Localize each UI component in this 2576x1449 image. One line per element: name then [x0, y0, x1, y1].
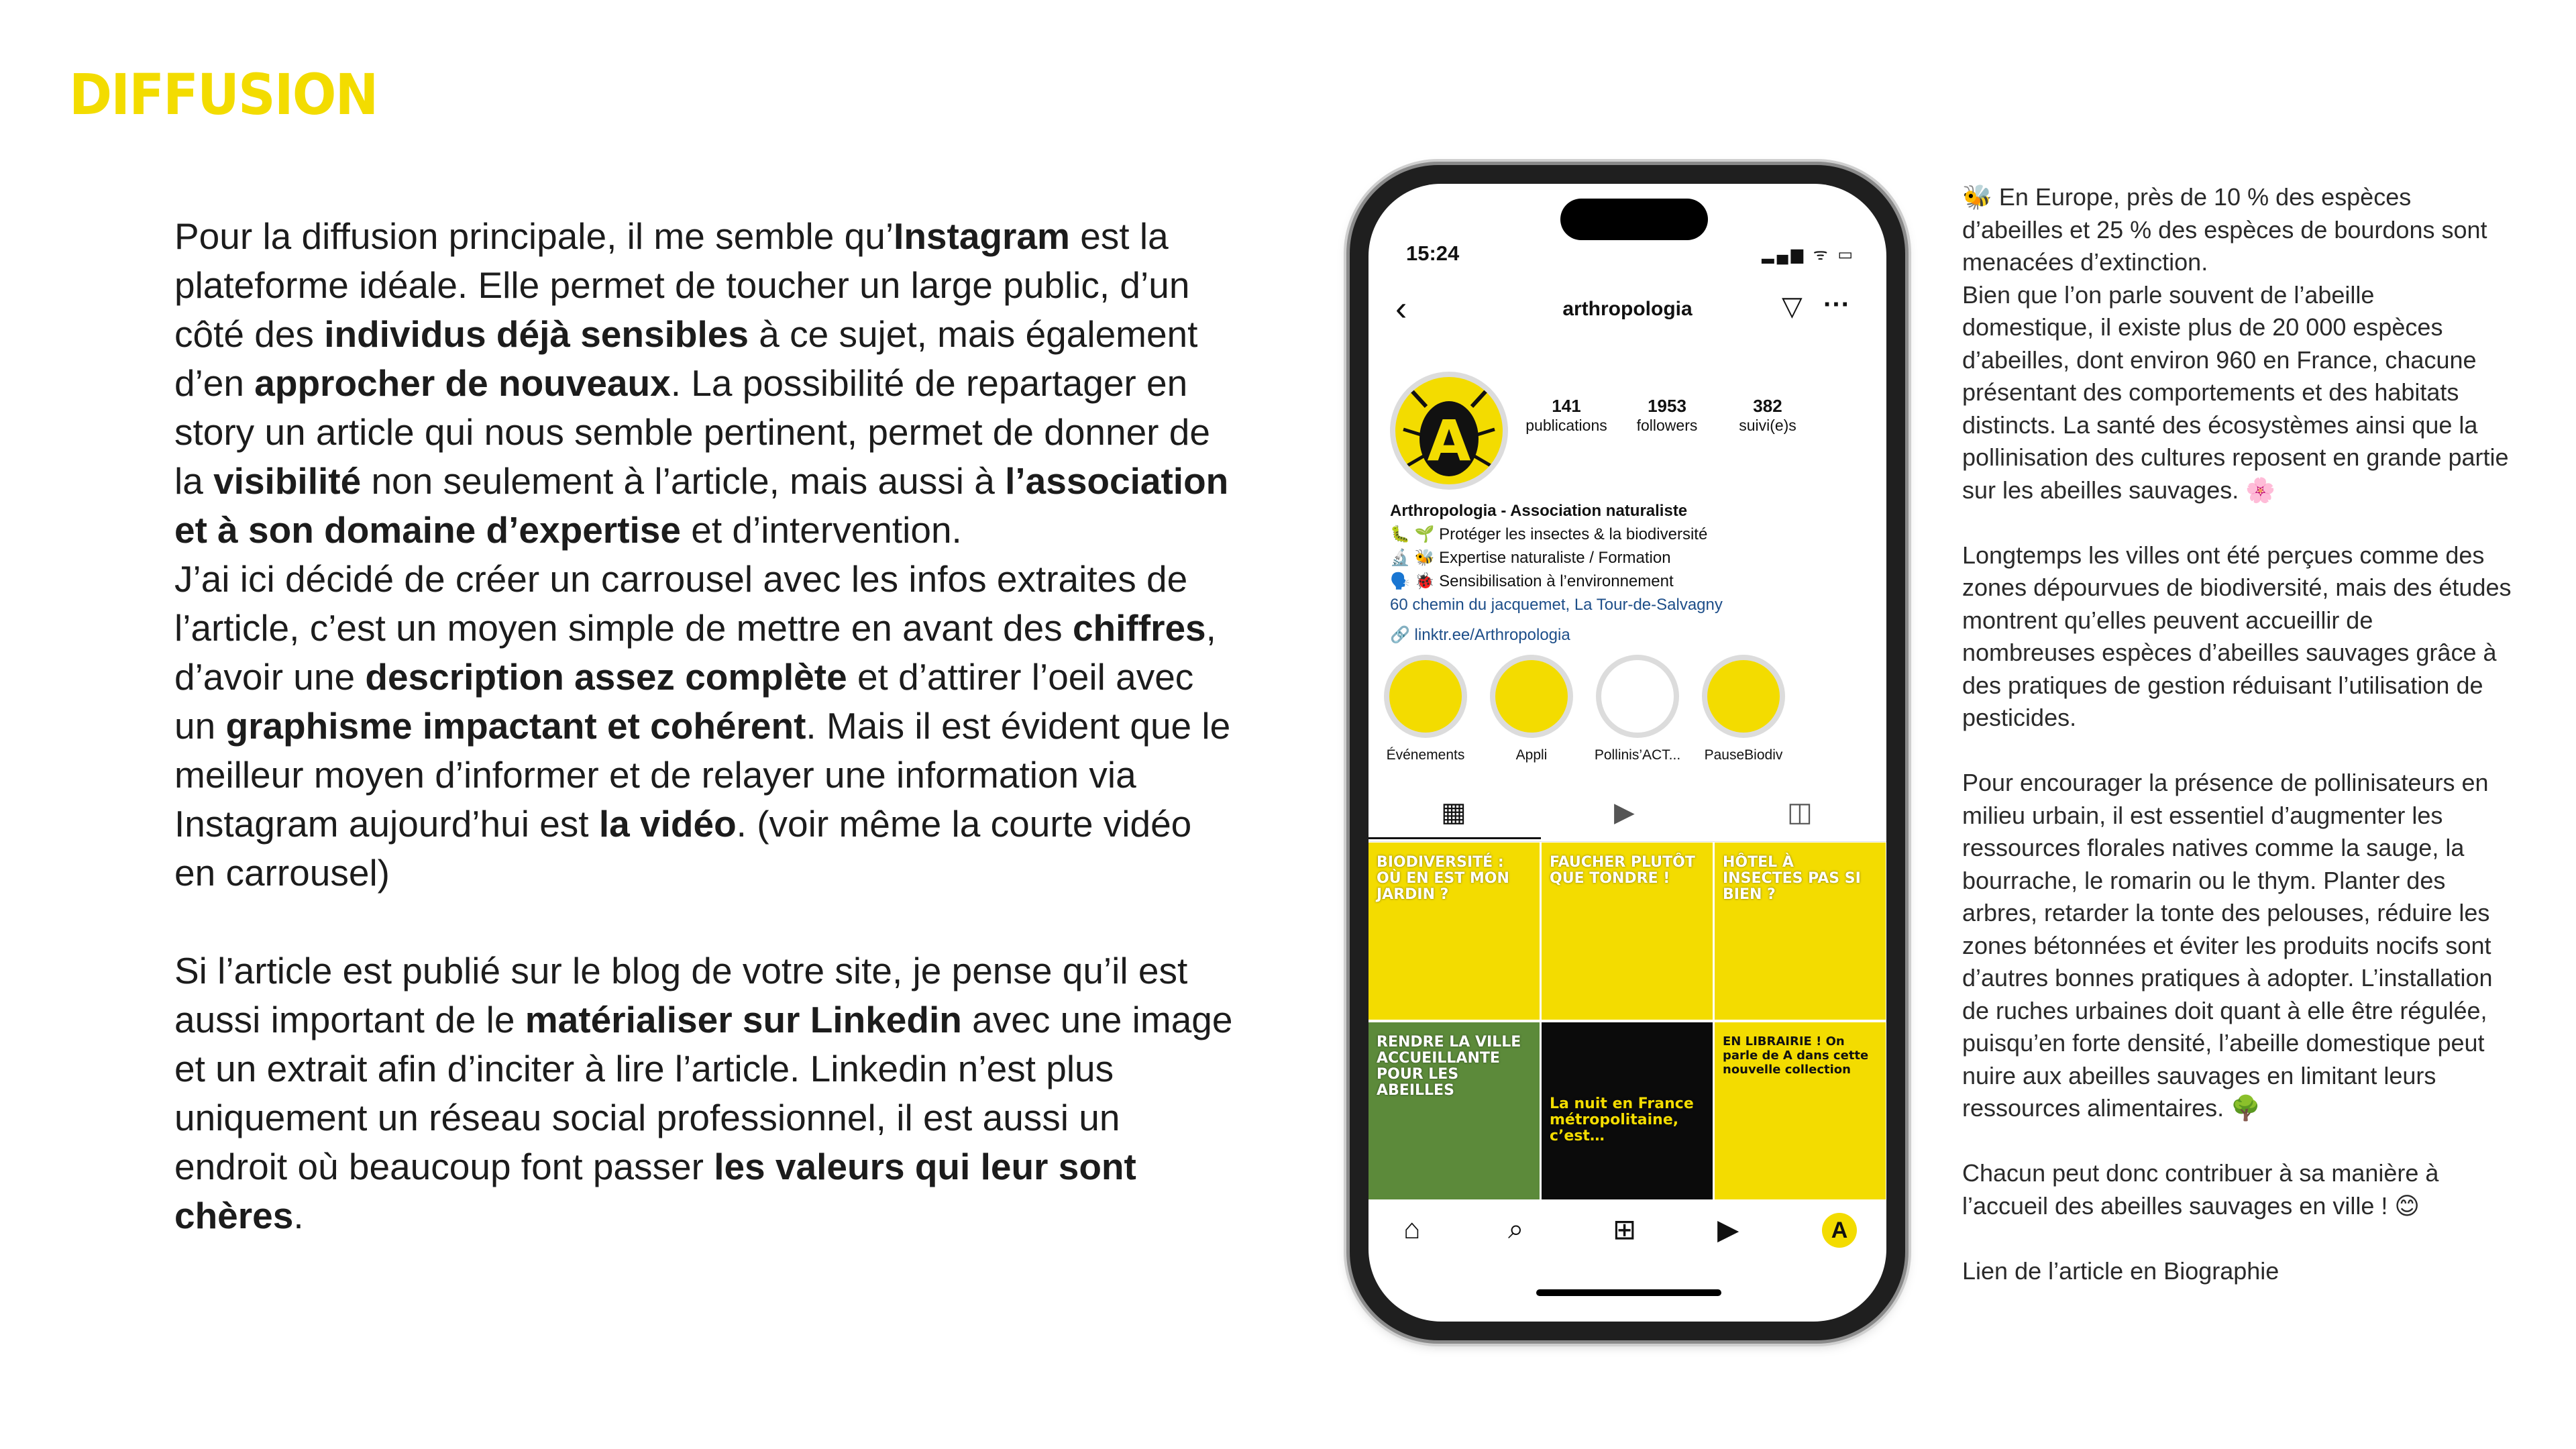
- highlight-evenements[interactable]: [1382, 655, 1469, 763]
- highlight-label: Événements: [1386, 747, 1465, 763]
- stat-following-label: suivi(e)s: [1739, 417, 1796, 434]
- post-title: EN LIBRAIRIE ! On parle de A dans cette nouvelle collection: [1723, 1034, 1869, 1077]
- caption-paragraph-1: 🐝 En Europe, près de 10 % des espèces d’abeilles et 25 % des espèces de bourdons sont menacées d’extinction.: [1962, 183, 2487, 276]
- back-icon[interactable]: ‹: [1395, 289, 1407, 328]
- send-icon[interactable]: ▽: [1782, 292, 1803, 321]
- post-thumbnail[interactable]: [1542, 1022, 1713, 1199]
- bio-line-1: 🐛 🌱 Protéger les insectes & la biodiversité: [1390, 525, 1708, 543]
- highlight-label: Pollinis’ACT...: [1594, 747, 1681, 763]
- bio-address[interactable]: 60 chemin du jacquemet, La Tour-de-Salvagny: [1390, 596, 1723, 614]
- highlight-pollinisact[interactable]: [1594, 655, 1681, 763]
- bio-line-3: 🗣️ 🐞 Sensibilisation à l’environnement: [1390, 572, 1674, 590]
- profile-username: arthropologia: [1562, 298, 1693, 320]
- post-thumbnail[interactable]: [1715, 1022, 1886, 1199]
- home-icon[interactable]: ⌂: [1403, 1213, 1421, 1244]
- posts-grid: [1368, 843, 1886, 1199]
- paragraph-linkedin: Si l’article est publié sur le blog de votre site, je pense qu’il est aussi important de le matérialiser sur Linkedin avec une image et un extrait afin d’inciter à lire l’article. Linkedin n’est plus uniquement un réseau social professionnel, il est aussi un endroit où beaucoup font passer les valeurs qui leur sont chères.: [174, 950, 1233, 1236]
- post-title: HÔTEL À INSECTES PAS SI BIEN ?: [1723, 854, 1861, 903]
- status-icons: ▂▄▆ ᯤ ▭: [1762, 246, 1856, 264]
- left-body-text: [174, 212, 1234, 1240]
- reels-icon[interactable]: ▶: [1717, 1214, 1739, 1245]
- bottom-navigation: [1368, 1206, 1886, 1260]
- stat-followers-label: followers: [1636, 417, 1698, 434]
- stat-following[interactable]: [1724, 396, 1811, 435]
- highlight-pausebiodiv[interactable]: [1700, 655, 1787, 763]
- page-title: DIFFUSION: [69, 62, 378, 127]
- highlight-appli[interactable]: [1488, 655, 1575, 763]
- status-time: 15:24: [1406, 241, 1460, 265]
- logo-graphic: [1395, 377, 1503, 484]
- post-thumbnail[interactable]: [1715, 843, 1886, 1020]
- more-options-icon[interactable]: ···: [1823, 290, 1850, 319]
- highlight-label: PauseBiodiv: [1704, 747, 1783, 763]
- stat-followers-number: 1953: [1648, 396, 1686, 416]
- post-thumbnail[interactable]: [1368, 843, 1540, 1020]
- right-caption-text: [1962, 181, 2512, 1287]
- grid-tab-icon[interactable]: ▦: [1441, 798, 1466, 827]
- arthropologia-logo: [1395, 377, 1503, 484]
- bio-line-2: 🔬 🐝 Expertise naturaliste / Formation: [1390, 549, 1671, 567]
- avatar-letter: A: [1427, 408, 1471, 474]
- profile-bio: [1390, 499, 1873, 647]
- search-icon[interactable]: ⌕: [1508, 1213, 1524, 1244]
- paragraph-instagram: Pour la diffusion principale, il me semble qu’Instagram est la plateforme idéale. Elle permet de toucher un large public, d’un côté des individus déjà sensibles à ce sujet, mais également d’en approcher de nouveaux. La possibilité de repartager en story un article qui nous semble pertinent, permet de donner de la visibilité non seulement à l’article, mais aussi à l’association et à son domaine d’expertise et d’intervention.: [174, 215, 1229, 551]
- stat-following-number: 382: [1753, 396, 1782, 416]
- add-post-icon[interactable]: ⊞: [1613, 1214, 1637, 1245]
- profile-nav-icon[interactable]: A: [1822, 1213, 1857, 1248]
- bio-link[interactable]: 🔗 linktr.ee/Arthropologia: [1390, 626, 1570, 644]
- reels-tab-icon[interactable]: ▶: [1614, 798, 1635, 827]
- post-thumbnail[interactable]: [1542, 843, 1713, 1020]
- caption-paragraph-5: Chacun peut donc contribuer à sa manière à l’accueil des abeilles sauvages en ville ! 😊: [1962, 1159, 2439, 1220]
- paragraph-carousel: J’ai ici décidé de créer un carrousel avec les infos extraites de l’article, c’est un moyen simple de mettre en avant des chiffres, d’avoir une description assez complète et d’attirer l’oeil avec un graphisme impactant et cohérent. Mais il est évident que le meilleur moyen d’informer et de relayer une information via Instagram aujourd’hui est la vidéo. (voir même la courte vidéo en carrousel): [174, 558, 1231, 894]
- stat-publications[interactable]: [1523, 396, 1610, 435]
- post-title: FAUCHER PLUTÔT QUE TONDRE !: [1550, 854, 1695, 887]
- profile-tabs: [1368, 788, 1886, 842]
- highlight-label: Appli: [1515, 747, 1548, 763]
- stat-publications-number: 141: [1552, 396, 1581, 416]
- post-title: La nuit en France métropolitaine, c’est…: [1550, 1095, 1694, 1144]
- post-title: RENDRE LA VILLE ACCUEILLANTE POUR LES ABEILLES: [1377, 1034, 1521, 1099]
- home-indicator: [1536, 1289, 1721, 1296]
- phone-mockup: [1350, 165, 1905, 1340]
- bio-name: Arthropologia - Association naturaliste: [1390, 502, 1688, 520]
- profile-avatar[interactable]: [1390, 372, 1508, 490]
- stat-publications-label: publications: [1525, 417, 1607, 434]
- caption-paragraph-6: Lien de l’article en Biographie: [1962, 1256, 2279, 1285]
- active-tab-indicator: [1368, 837, 1541, 839]
- stat-followers[interactable]: [1623, 396, 1711, 435]
- instagram-profile-screen: [1368, 184, 1886, 1322]
- post-title: BIODIVERSITÉ : OÙ EN EST MON JARDIN ?: [1377, 854, 1509, 903]
- tagged-tab-icon[interactable]: ◫: [1787, 798, 1813, 827]
- caption-paragraph-3: Longtemps les villes ont été perçues comme des zones dépourvues de biodiversité, mais des études montrent qu’elles peuvent accueillir de nombreuses espèces d’abeilles sauvages grâce à des pratiques de gestion réduisant l’utilisation de pesticides.: [1962, 541, 2512, 731]
- caption-paragraph-4: Pour encourager la présence de pollinisateurs en milieu urbain, il est essentiel d’augmenter les ressources florales natives comme la sauge, la bourrache, le romarin ou le thym. Planter des arbres, retarder la tonte des pelouses, réduire les zones bétonnées et éviter les produits nocifs sont d’autres bonnes pratiques à adopter. L’installation de ruches urbaines doit quant à elle être régulée, puisqu’en forte densité, l’abeille domestique peut nuire aux abeilles sauvages en limitant leurs ressources alimentaires. 🌳: [1962, 769, 2493, 1122]
- caption-paragraph-2: Bien que l’on parle souvent de l’abeille domestique, il existe plus de 20 000 espèces d’abeilles, dont environ 960 en France, chacune présentant des comportements et des habitats distincts. La santé des écosystèmes ainsi que la pollinisation des cultures reposent en grande partie sur les abeilles sauvages. 🌸: [1962, 280, 2509, 504]
- dynamic-island: [1560, 199, 1708, 240]
- post-thumbnail[interactable]: [1368, 1022, 1540, 1199]
